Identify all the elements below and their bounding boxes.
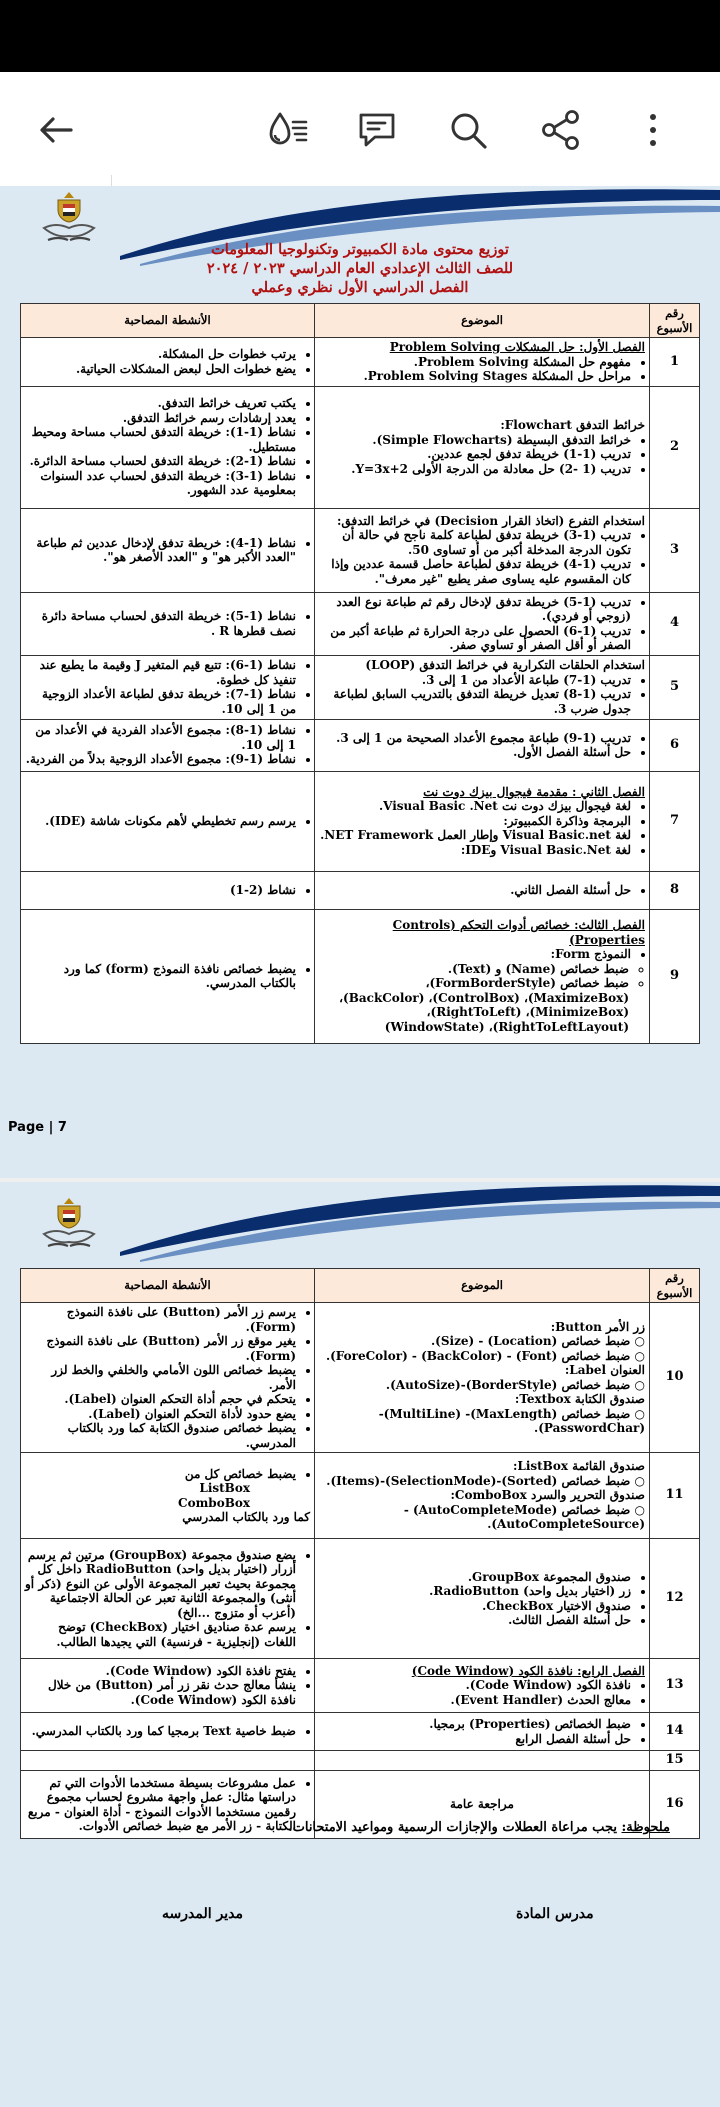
activities-cell <box>21 1659 315 1713</box>
topic-cell <box>315 719 650 771</box>
activity-item: • يرسم عدة صناديق اختيار (CheckBox) توضح اللغات (إنجليزية - فرنسية) التي يجيدها الطالب. <box>25 1620 296 1649</box>
activity-item: • يضبط خصائص كل من <box>25 1467 296 1482</box>
week-number: 2 <box>650 386 700 508</box>
activity-item: • يضع خطوات الحل لبعض المشكلات الحياتية. <box>25 362 296 377</box>
note-label: ملحوظة: <box>621 1820 670 1835</box>
header-topic: الموضوع <box>315 304 650 338</box>
topic-cell <box>315 386 650 508</box>
table-row <box>21 1303 700 1453</box>
activity-item: • عمل مشروعات بسيطة مستخدما الأدوات التي تم دراستها مثال: عمل واجهة مشروع لحساب مجموع رقمين مستخدما الأدوات النموذج - أداة العنوان - مربع الكتابة - زر الأمر مع ضبط خصائص الأدوات. <box>25 1776 296 1834</box>
topic-item: • معالج الحدث (Event Handler). <box>319 1693 631 1708</box>
topic-item: • ضبط الخصائص (Properties) برمجيا. <box>319 1717 631 1732</box>
activity-item: • يضبط خصائص نافذة النموذج (form) كما ورد بالكتاب المدرسي. <box>25 962 296 991</box>
topic-cell <box>315 1453 650 1539</box>
viewer-toolbar <box>0 72 720 186</box>
topic-cell <box>315 1303 650 1453</box>
topic-item: • تدريب (1-8) تعديل خريطة التدفق بالتدريب السابق لطباعة جدول ضرب 3. <box>319 687 631 716</box>
topic-item: • خرائط التدفق البسيطة (Simple Flowcharts). <box>319 433 631 448</box>
activities-cell <box>21 592 315 655</box>
week-number: 9 <box>650 909 700 1043</box>
week-number: 8 <box>650 871 700 909</box>
topic-cell <box>315 871 650 909</box>
topic-cell <box>315 1539 650 1659</box>
topic-item: • حل أسئلة الفصل الرابع <box>319 1732 631 1747</box>
topic-cell <box>315 592 650 655</box>
activity-item: • يفتح نافذة الكود (Code Window). <box>25 1664 296 1679</box>
topic-cell <box>315 508 650 592</box>
table-row <box>21 1539 700 1659</box>
table-row <box>21 1659 700 1713</box>
topic-item: • تدريب (1-4) خريطة تدفق لطباعة حاصل قسمة عددين وإذا كان المقسوم عليه يساوى صفر يطبع "غير معرف". <box>319 557 631 586</box>
document-page-1 <box>0 186 720 1186</box>
table-header-row <box>21 304 700 338</box>
week-number: 11 <box>650 1453 700 1539</box>
header-activities: الأنشطة المصاحبة <box>21 1269 315 1303</box>
week-number: 1 <box>650 338 700 387</box>
activity-item: • نشاط (1-1): خريطة التدفق لحساب مساحة ومحيط مستطيل. <box>25 425 296 454</box>
topic-item: • تدريب (1-9) طباعة مجموع الأعداد الصحيحة من 1 إلى 3. <box>319 731 631 746</box>
more-icon[interactable] <box>623 100 683 160</box>
footnote <box>288 1820 670 1835</box>
activities-cell <box>21 338 315 387</box>
activities-cell <box>21 1453 315 1539</box>
document-page-2 <box>0 1182 720 2107</box>
header-activities: الأنشطة المصاحبة <box>21 304 315 338</box>
activities-cell <box>21 386 315 508</box>
topic-subitem: ◦ ضبط خصائص (Name) و (Text). <box>319 962 629 977</box>
table-row <box>21 1751 700 1771</box>
header-week: رقم الأسبوع <box>650 304 700 338</box>
chapter-title: الفصل الأول: حل المشكلات Problem Solving <box>389 340 645 354</box>
table-row <box>21 719 700 771</box>
week-number: 15 <box>650 1751 700 1771</box>
topic-item: • لغة Visual Basic.Net وIDE: <box>319 843 631 858</box>
activity-item: • يغير موقع زر الأمر (Button) على نافذة النموذج (Form). <box>25 1334 296 1363</box>
page-number: Page | 7 <box>8 1120 67 1135</box>
activities-cell <box>21 508 315 592</box>
week-number: 4 <box>650 592 700 655</box>
activity-item: • يرسم رسم تخطيطي لأهم مكونات شاشة (IDE). <box>25 814 296 829</box>
week-number: 6 <box>650 719 700 771</box>
table-row <box>21 909 700 1043</box>
topic-line: ○ ضبط خصائص (MaxLength)- (MultiLine)- (PasswordChar). <box>378 1406 645 1435</box>
ministry-logo-icon <box>34 188 104 248</box>
topic-item: • تدريب (1 -2) حل معادلة من الدرجة الأولى Y=3x+2. <box>319 462 631 477</box>
topic-item: • تدريب (1-7) طباعة الأعداد من 1 إلى 3. <box>319 673 631 688</box>
activities-cell <box>21 655 315 719</box>
activity-line: ListBox <box>199 1481 250 1495</box>
topic-item: • مفهوم حل المشكلة Problem Solving. <box>319 355 631 370</box>
header-topic: الموضوع <box>315 1269 650 1303</box>
topic-item: • مراحل حل المشكلة Problem Solving Stages. <box>319 369 631 384</box>
back-arrow-icon[interactable] <box>25 100 85 160</box>
table-row <box>21 338 700 387</box>
title-line-2: للصف الثالث الإعدادي العام الدراسي ٢٠٢٣ / ٢٠٢٤ <box>206 260 514 277</box>
document-title <box>0 240 720 297</box>
week-number: 12 <box>650 1539 700 1659</box>
section-title: استخدام الحلقات التكرارية في خرائط التدفق (LOOP) <box>365 658 645 672</box>
table-row <box>21 771 700 871</box>
topic-item: • تدريب (1-1) خريطة تدفق لجمع عددين. <box>319 447 631 462</box>
section-title: استخدام التفرع (اتخاذ القرار Decision) في خرائط التدفق: <box>337 513 645 528</box>
activity-item: • يتحكم في حجم أداة التحكم العنوان (Label). <box>25 1392 296 1407</box>
topic-line: ○ ضبط خصائص (BorderStyle)-(AutoSize). <box>385 1377 645 1392</box>
topic-line: صندوق الكتابة Textbox: <box>514 1392 645 1406</box>
activity-item: • نشاط (1-9): مجموع الأعداد الزوجية بدلاً من الفردية. <box>25 752 296 767</box>
activity-item: • نشاط (1-6): تتبع قيم المتغير J وقيمة ما يطبع عند تنفيذ كل خطوة. <box>25 658 296 687</box>
activities-cell <box>21 1771 315 1839</box>
topic-cell <box>315 1751 650 1771</box>
table-header-row <box>21 1269 700 1303</box>
table-row <box>21 386 700 508</box>
activity-item: • يضع صندوق مجموعة (GroupBox) مرتين ثم يرسم أزرار (اختيار بديل واحد) RadioButton داخل كل مجموعة بحيث تعبر المجموعة الأولى عن النوع (ذكر أو أنثى) والمجموعة الثانية تعبر عن الحالة الاجتماعية (أعزب أو متزوج ...الخ) <box>25 1548 296 1621</box>
activity-item: • يعدد إرشادات رسم خرائط التدفق. <box>25 411 296 426</box>
topic-item: • لغة فيجوال بيزك دوت نت Visual Basic .Net. <box>319 799 631 814</box>
topic-cell <box>315 338 650 387</box>
activity-line: ComboBox <box>178 1495 250 1510</box>
section-title: خرائط التدفق Flowchart: <box>500 418 645 432</box>
comment-icon[interactable] <box>347 100 407 160</box>
header-week: رقم الأسبوع <box>650 1269 700 1303</box>
table-row <box>21 655 700 719</box>
activities-cell <box>21 719 315 771</box>
topic-item: مراجعة عامة <box>450 1797 514 1812</box>
topic-item: • حل أسئلة الفصل الثالث. <box>319 1613 631 1628</box>
activity-item: • يضع حدود لأداة التحكم العنوان (Label). <box>25 1407 296 1422</box>
topic-line: صندوق القائمة ListBox: <box>512 1459 645 1474</box>
topic-item: • حل أسئلة الفصل الثاني. <box>319 883 631 898</box>
topic-item: • حل أسئلة الفصل الأول. <box>319 745 631 760</box>
chapter-title: الفصل الثالث: خصائص أدوات التحكم (Controls Properties) <box>392 918 645 947</box>
activity-item: • نشاط (1-8): مجموع الأعداد الفردية في الأعداد من 1 إلى 10. <box>25 723 296 752</box>
week-number: 14 <box>650 1713 700 1751</box>
chapter-title: الفصل الثاني : مقدمة فيجوال بيزك دوت نت <box>423 784 645 799</box>
topic-cell <box>315 909 650 1043</box>
chapter-title: الفصل الرابع: نافذة الكود (Code Window) <box>411 1663 645 1678</box>
title-line-1: توزيع محتوى مادة الكمبيوتر وتكنولوجيا المعلومات <box>211 241 509 258</box>
week-number: 10 <box>650 1303 700 1453</box>
topic-item: • تدريب (1-5) خريطة تدفق لإدخال رقم ثم طباعة نوع العدد (زوجي أو فردي). <box>319 595 631 624</box>
activities-cell <box>21 771 315 871</box>
topic-item: • نافذة الكود (Code Window). <box>319 1678 631 1693</box>
reading-mode-icon[interactable] <box>258 100 318 160</box>
topic-line: ○ ضبط خصائص (Sorted)-(SelectionMode)-(Items). <box>326 1473 645 1488</box>
week-number: 7 <box>650 771 700 871</box>
week-number: 16 <box>650 1771 700 1839</box>
topic-subitem: ◦ ضبط خصائص (FormBorderStyle)، (MaximizeBox)، (ControlBox)، (BackColor)، (MinimizeBox)، (RightToLeft)، (RightToLeftLayout)، (WindowState) <box>319 976 629 1034</box>
activity-item: • يضبط خصائص اللون الأمامي والخلفي والخط لزر الأمر. <box>25 1363 296 1392</box>
activity-item: • يرتب خطوات حل المشكلة. <box>25 347 296 362</box>
activity-item: • نشاط (1-7): خريطة تدفق لطباعة الأعداد الزوجية من 1 إلى 10. <box>25 687 296 716</box>
activity-line: كما ورد بالكتاب المدرسي <box>182 1510 310 1524</box>
topic-line: زر الأمر Button: <box>550 1319 645 1334</box>
principal-signature-label: مدير المدرسه <box>162 1906 243 1922</box>
activity-item: • نشاط (1-3): خريطة التدفق لحساب عدد السنوات بمعلومية عدد الشهور. <box>25 469 296 498</box>
table-row <box>21 1453 700 1539</box>
teacher-signature-label: مدرس المادة <box>516 1906 594 1922</box>
table-row <box>21 508 700 592</box>
ministry-logo-icon <box>34 1194 104 1254</box>
activity-item: • نشاط (1-5): خريطة التدفق لحساب مساحة دائرة نصف قطرها R . <box>25 609 296 638</box>
topic-item: • تدريب (1-3) خريطة تدفق لطباعة كلمة ناجح في حالة أن تكون الدرجة المدخلة أكبر من أو تساوى 50. <box>319 528 631 557</box>
activities-cell <box>21 871 315 909</box>
topic-item: • النموذج Form: <box>319 947 631 962</box>
activity-item: • نشاط (1-2): خريطة التدفق لحساب مساحة الدائرة. <box>25 454 296 469</box>
topic-item: • لغة Visual Basic.net وإطار العمل NET Framework. <box>319 828 631 843</box>
week-number: 5 <box>650 655 700 719</box>
topic-cell <box>315 771 650 871</box>
activities-cell <box>21 1303 315 1453</box>
activity-item: • نشاط (2-1) <box>25 883 296 898</box>
activities-cell <box>21 1751 315 1771</box>
topic-item: • زر (اختيار بديل واحد) RadioButton. <box>319 1584 631 1599</box>
topic-item: • تدريب (1-6) الحصول على درجة الحرارة ثم طباعة أكبر من الصفر أو أقل الصفر أو تساوي صفر. <box>319 624 631 653</box>
topic-cell <box>315 1659 650 1713</box>
activity-item: • نشاط (1-4): خريطة تدفق لإدخال عددين ثم طباعة "العدد الأكبر هو" و "العدد الأصغر هو". <box>25 536 296 565</box>
topic-line: ○ ضبط خصائص (Font) - (BackColor) - (ForeColor). <box>325 1348 645 1363</box>
table-row <box>21 871 700 909</box>
topic-cell <box>315 655 650 719</box>
activities-cell <box>21 1539 315 1659</box>
topic-item: • صندوق المجموعة GroupBox. <box>319 1570 631 1585</box>
activity-item: • ينشأ معالج حدث نقر زر أمر (Button) من خلال نافذة الكود (Code Window). <box>25 1678 296 1707</box>
search-icon[interactable] <box>438 100 498 160</box>
activities-cell <box>21 1713 315 1751</box>
activity-item: • يضبط خصائص صندوق الكتابة كما ورد بالكتاب المدرسي. <box>25 1421 296 1450</box>
syllabus-table-2 <box>20 1268 700 1839</box>
syllabus-table-1 <box>20 303 700 1044</box>
topic-line: ○ ضبط خصائص (Location) - (Size). <box>430 1334 645 1348</box>
activity-item: • يرسم زر الأمر (Button) على نافذة النموذج (Form). <box>25 1305 296 1334</box>
topic-line: العنوان Label: <box>564 1363 645 1377</box>
activity-item: • يكتب تعريف خرائط التدفق. <box>25 396 296 411</box>
share-icon[interactable] <box>531 100 591 160</box>
week-number: 13 <box>650 1659 700 1713</box>
title-line-3: الفصل الدراسي الأول نظري وعملي <box>251 279 469 296</box>
topic-line: صندوق التحرير والسرد ComboBox: <box>450 1488 645 1503</box>
table-row <box>21 592 700 655</box>
topic-line: ○ ضبط خصائص (AutoCompleteMode) - (AutoCompleteSource). <box>403 1502 645 1532</box>
table-row <box>21 1713 700 1751</box>
status-bar <box>0 0 720 72</box>
activity-item: • ضبط خاصية Text برمجيا كما ورد بالكتاب المدرسي. <box>25 1724 296 1739</box>
activities-cell <box>21 909 315 1043</box>
topic-cell <box>315 1713 650 1751</box>
topic-item: • البرمجة وذاكرة الكمبيوتر: <box>319 814 631 829</box>
topic-item: • صندوق الاختيار CheckBox. <box>319 1599 631 1614</box>
week-number: 3 <box>650 508 700 592</box>
note-text: يجب مراعاة العطلات والإجازات الرسمية ومواعيد الامتحانات. <box>288 1820 617 1835</box>
